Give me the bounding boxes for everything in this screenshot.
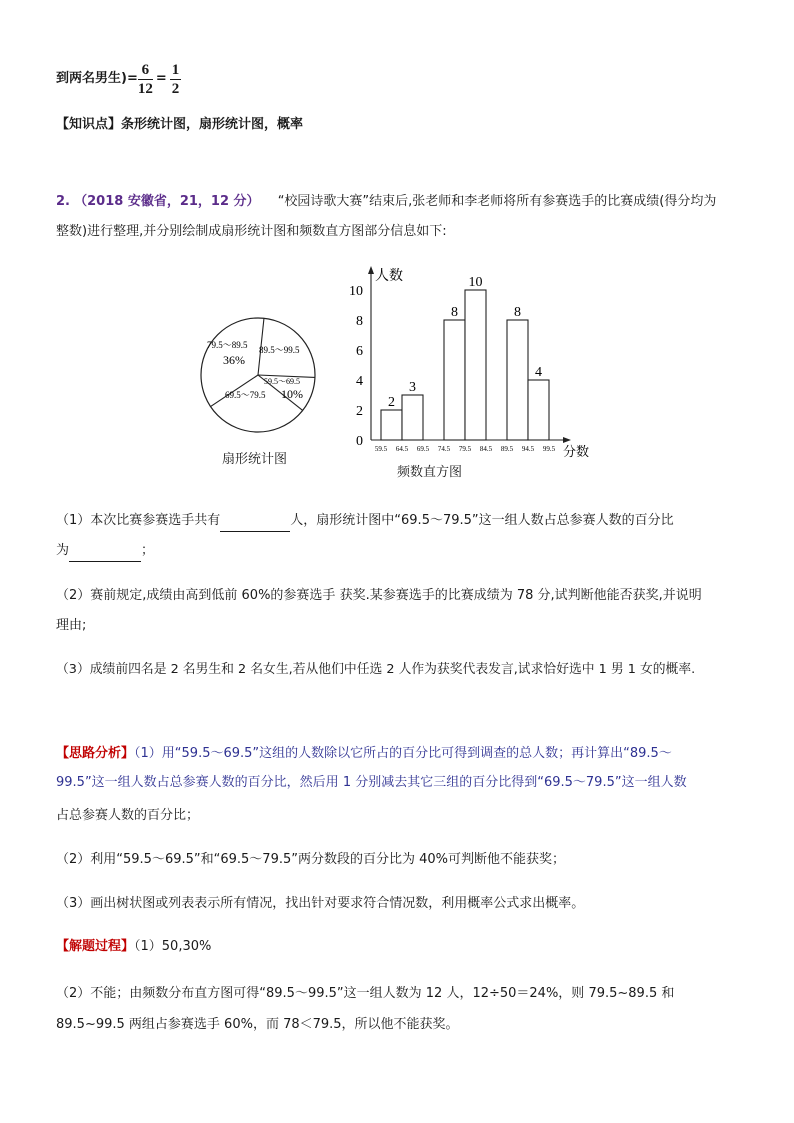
pie-caption: 扇形统计图: [222, 452, 288, 467]
y-tick-label: 0: [356, 434, 363, 449]
blank-percent[interactable]: [69, 541, 141, 562]
pie-slices: [201, 318, 315, 432]
prev-prefix: 到两名男生)=: [56, 71, 138, 86]
x-tick-label: 59.5: [374, 445, 388, 453]
histogram-bar: [507, 320, 528, 440]
problem-source: （2018 安徽省，21，12 分）: [74, 194, 260, 209]
solution-tag: 【解题过程】: [56, 939, 135, 954]
problem-number: 2.: [56, 194, 70, 209]
y-axis-arrow: [368, 266, 374, 274]
y-tick-label: 8: [356, 314, 363, 329]
x-axis-label: 分数: [563, 444, 590, 459]
x-tick-label: 99.5: [542, 445, 556, 453]
y-tick-label: 4: [356, 374, 363, 389]
problem-stem-1: “校园诗歌大赛”结束后,张老师和李老师将所有参赛选手的比赛成绩(得分均为: [277, 194, 717, 209]
question-2-line1: （2）赛前规定,成绩由高到低前 60%的参赛选手 获奖.某参赛选手的比赛成绩为 78 分,试判断他能否获奖,并说明: [56, 588, 702, 603]
question-1-line2: 为 ；: [56, 541, 154, 562]
histogram-chart: [335, 262, 605, 462]
x-tick-label: 69.5: [416, 445, 430, 453]
y-tick-label: 10: [349, 284, 363, 299]
x-axis-arrow: [563, 437, 571, 443]
analysis-line3: 占总参赛人数的百分比；: [56, 808, 200, 823]
pie-label-69-79-range: 69.5～79.5: [225, 390, 266, 400]
solution-line1: 【解题过程】（1）50,30%: [56, 939, 212, 954]
histogram-bar: [381, 410, 402, 440]
y-tick-label: 2: [356, 404, 363, 419]
equals-sign: =: [155, 71, 167, 86]
histogram-bar: [402, 395, 423, 440]
y-tick-label: 6: [356, 344, 363, 359]
histogram-bar: [528, 380, 549, 440]
question-2-line2: 理由;: [56, 618, 87, 633]
question-1-line1: （1）本次比赛参赛选手共有 人，扇形统计图中“69.5～79.5”这一组人数占总参赛人数的百分比: [56, 511, 674, 532]
histogram-bars: [381, 275, 549, 440]
knowledge-points: 【知识点】条形统计图，扇形统计图，概率: [56, 117, 304, 132]
analysis-tag: 【思路分析】: [56, 746, 135, 761]
problem-stem-2: 整数)进行整理,并分别绘制成扇形统计图和频数直方图部分信息如下:: [56, 224, 447, 239]
bar-value-label: 8: [514, 305, 521, 320]
analysis-line1: 【思路分析】（1）用“59.5～69.5”这组的人数除以它所占的百分比可得到调查的总人数；再计算出“89.5～: [56, 746, 672, 761]
x-tick-label: 89.5: [500, 445, 514, 453]
bar-value-label: 8: [451, 305, 458, 320]
solution-line3: 89.5~99.5 两组占参赛选手 60%，而 78＜79.5，所以他不能获奖。: [56, 1017, 459, 1032]
prev-answer-line: [56, 58, 181, 100]
bar-value-label: 3: [409, 380, 416, 395]
x-tick-label: 94.5: [521, 445, 535, 453]
x-tick-label: 79.5: [458, 445, 472, 453]
y-axis-label: 人数: [375, 269, 403, 284]
histogram-caption: 频数直方图: [397, 465, 463, 480]
pie-label-89-99-range: 89.5～99.5: [259, 345, 300, 355]
bar-value-label: 4: [535, 365, 542, 380]
problem-header-line: [56, 192, 716, 212]
x-tick-label: 84.5: [479, 445, 493, 453]
x-tick-label: 74.5: [437, 445, 451, 453]
pie-label-79-89-range: 79.5～89.5: [207, 340, 248, 350]
histogram-bar: [465, 290, 486, 440]
analysis-line5: （3）画出树状图或列表表示所有情况，找出针对要求符合情况数，利用概率公式求出概率。: [56, 896, 585, 911]
question-3: （3）成绩前四名是 2 名男生和 2 名女生,若从他们中任选 2 人作为获奖代表发言,试求恰好选中 1 男 1 女的概率.: [56, 662, 696, 677]
blank-total[interactable]: [220, 511, 290, 532]
pie-label-59-69-range: 59.5～69.5: [264, 377, 300, 386]
x-tick-label: 64.5: [395, 445, 409, 453]
analysis-line2: 99.5”这一组人数占总参赛人数的百分比，然后用 1 分别减去其它三组的百分比得到“69.5～79.5”这一组人数: [56, 775, 687, 790]
histogram-bar: [444, 320, 465, 440]
analysis-line4: （2）利用“59.5～69.5”和“69.5～79.5”两分数段的百分比为 40%可判断他不能获奖；: [56, 852, 566, 867]
pie-label-59-69-pct: 10%: [281, 387, 303, 401]
pie-label-79-89-pct: 36%: [223, 353, 245, 367]
bar-value-label: 2: [388, 395, 395, 410]
bar-value-label: 10: [468, 275, 483, 290]
fraction-6-12: $\frac{6}{12}$: [137, 61, 153, 97]
fraction-1-2: $\frac{1}{2}$: [171, 61, 180, 97]
solution-line2: （2）不能；由频数分布直方图可得“89.5～99.5”这一组人数为 12 人，12÷50＝24%，则 79.5~89.5 和: [56, 986, 675, 1001]
